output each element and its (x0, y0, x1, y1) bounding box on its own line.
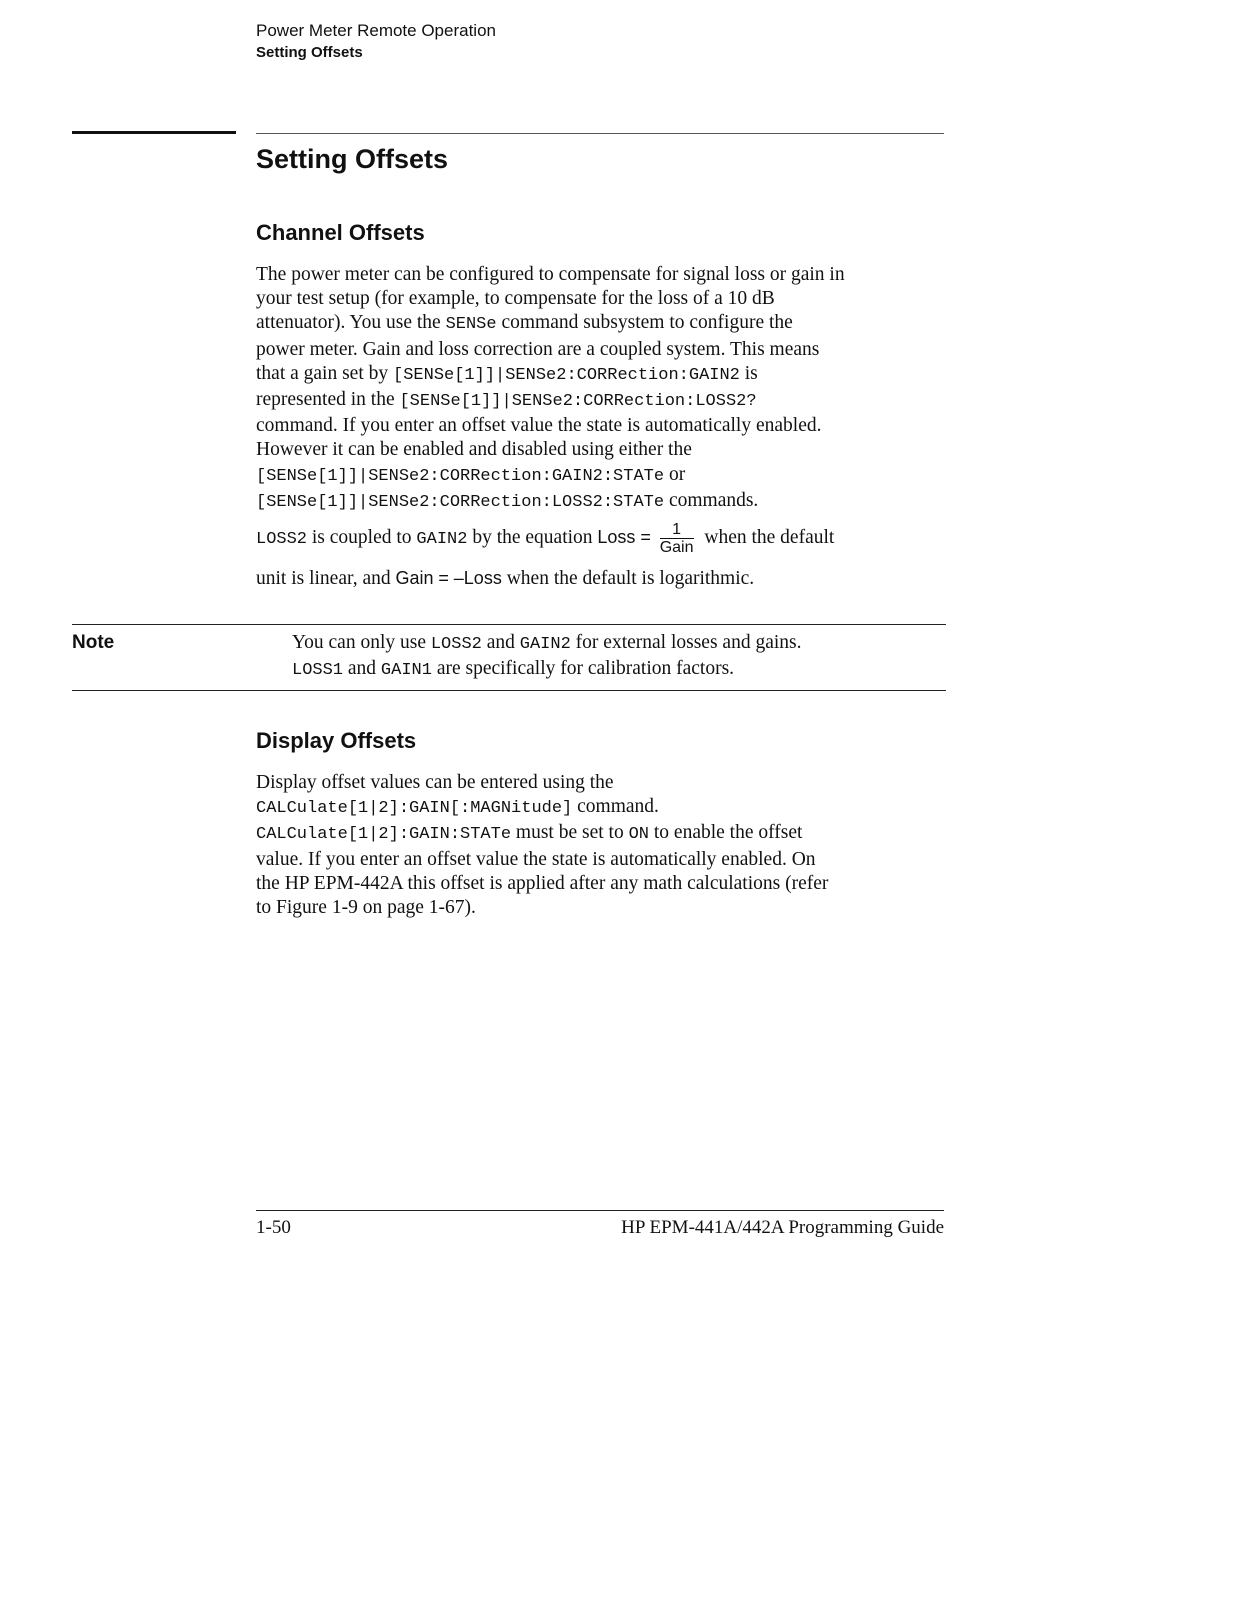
equation2-lhs: Gain (395, 568, 434, 588)
text-line (256, 362, 946, 388)
equation-line: LOSS2 is coupled to GAIN2 by the equation Loss = $\frac{1}{\text{Gain}}$ when the default (256, 521, 835, 556)
text-run: You can only use (292, 632, 431, 653)
text-run: and (343, 658, 381, 680)
text-line (256, 438, 946, 462)
equation-equals: = (640, 526, 651, 547)
text-run: to enable the offset (649, 822, 803, 844)
text-line (256, 896, 946, 920)
guide-title: HP EPM-441A/442A Programming Guide (621, 1217, 944, 1238)
text-run: for external losses and gains. (570, 632, 802, 653)
equation-line-2: unit is linear, and Gain = –Loss when the default is logarithmic. (256, 568, 755, 589)
fraction-denominator: Gain (659, 539, 694, 556)
text-line (256, 795, 946, 821)
loss2-term: LOSS2 (256, 529, 308, 549)
running-header-subtitle: Setting Offsets (256, 44, 363, 61)
code-term: [SENSe[1]]|SENSe2:CORRection:GAIN2:STATe (256, 466, 665, 486)
text-run: command. If you enter an offset value the state is automatically enabled. (256, 415, 822, 437)
note-body (292, 631, 942, 683)
text-run: command subsystem to configure the (496, 312, 793, 334)
section-rule-thick (72, 131, 236, 134)
equation2-equals: = (438, 568, 449, 588)
text-run: attenuator). You use the (256, 312, 446, 334)
code-term: [SENSe[1]]|SENSe2:CORRection:LOSS2? (399, 392, 757, 412)
code-term: CALCulate[1|2]:GAIN[:MAGNitude] (256, 799, 573, 819)
note-rule-bottom (72, 690, 946, 691)
code-term: [SENSe[1]]|SENSe2:CORRection:GAIN2 (393, 365, 740, 385)
text-line (256, 771, 946, 795)
equation2-rhs: –Loss (453, 568, 502, 588)
text-line (256, 311, 946, 337)
equation-lhs: Loss (597, 526, 636, 547)
text-run: represented in the (256, 389, 400, 411)
text-run: and (481, 632, 520, 653)
note-label: Note (72, 632, 115, 653)
text-run: power meter. Gain and loss correction are a coupled system. This means (256, 338, 820, 360)
display-offsets-heading: Display Offsets (256, 728, 417, 753)
text-run: is (739, 362, 758, 384)
code-term: GAIN2 (519, 635, 571, 654)
text-run: to Figure 1-9 on page 1-67). (256, 897, 476, 919)
code-term: GAIN1 (380, 661, 432, 681)
text-run: Display offset values can be entered using the (256, 772, 614, 793)
text-line (292, 657, 942, 683)
text-run: value. If you enter an offset value the state is automatically enabled. On (256, 848, 816, 870)
text-line (256, 872, 946, 896)
text-line (292, 631, 942, 657)
code-term: CALCulate[1|2]:GAIN:STATe (256, 825, 512, 845)
text-line (256, 463, 946, 489)
text-line (256, 821, 946, 847)
text-run: The power meter can be configured to compensate for signal loss or gain in (256, 264, 845, 285)
code-term: LOSS2 (430, 635, 482, 654)
text-run: the HP EPM-442A this offset is applied after any math calculations (refer (256, 872, 829, 894)
section-rule-thin (256, 133, 944, 134)
channel-offsets-heading: Channel Offsets (256, 220, 425, 245)
display-offsets-paragraph (256, 771, 946, 920)
text-line (256, 414, 946, 438)
code-term: SENSe (445, 315, 497, 335)
text-line (256, 263, 946, 287)
text-line (256, 287, 946, 311)
text-run: must be set to (511, 822, 629, 844)
text-run: commands. (664, 489, 759, 511)
text-line (256, 388, 946, 414)
code-term: ON (628, 825, 649, 845)
running-header-title: Power Meter Remote Operation (256, 21, 496, 40)
text-line (256, 338, 946, 362)
code-term: LOSS1 (292, 661, 344, 681)
text-line (256, 848, 946, 872)
text-run: are specifically for calibration factors. (431, 658, 735, 680)
note-rule-top (72, 624, 946, 625)
text-line (256, 489, 946, 515)
text-run: command. (572, 796, 659, 818)
footer-rule (256, 1210, 944, 1211)
section-title: Setting Offsets (256, 144, 449, 174)
code-term: [SENSe[1]]|SENSe2:CORRection:LOSS2:STATe (256, 492, 665, 512)
equation-fraction (660, 521, 694, 556)
channel-offsets-paragraph (256, 263, 946, 515)
gain2-term: GAIN2 (416, 529, 468, 549)
text-run: that a gain set by (256, 362, 394, 384)
text-run: However it can be enabled and disabled using either the (256, 439, 692, 461)
fraction-numerator: 1 (660, 521, 694, 539)
text-run: your test setup (for example, to compensate for the loss of a 10 dB (256, 288, 775, 310)
page-number: 1-50 (256, 1217, 291, 1238)
text-run: or (664, 463, 686, 485)
